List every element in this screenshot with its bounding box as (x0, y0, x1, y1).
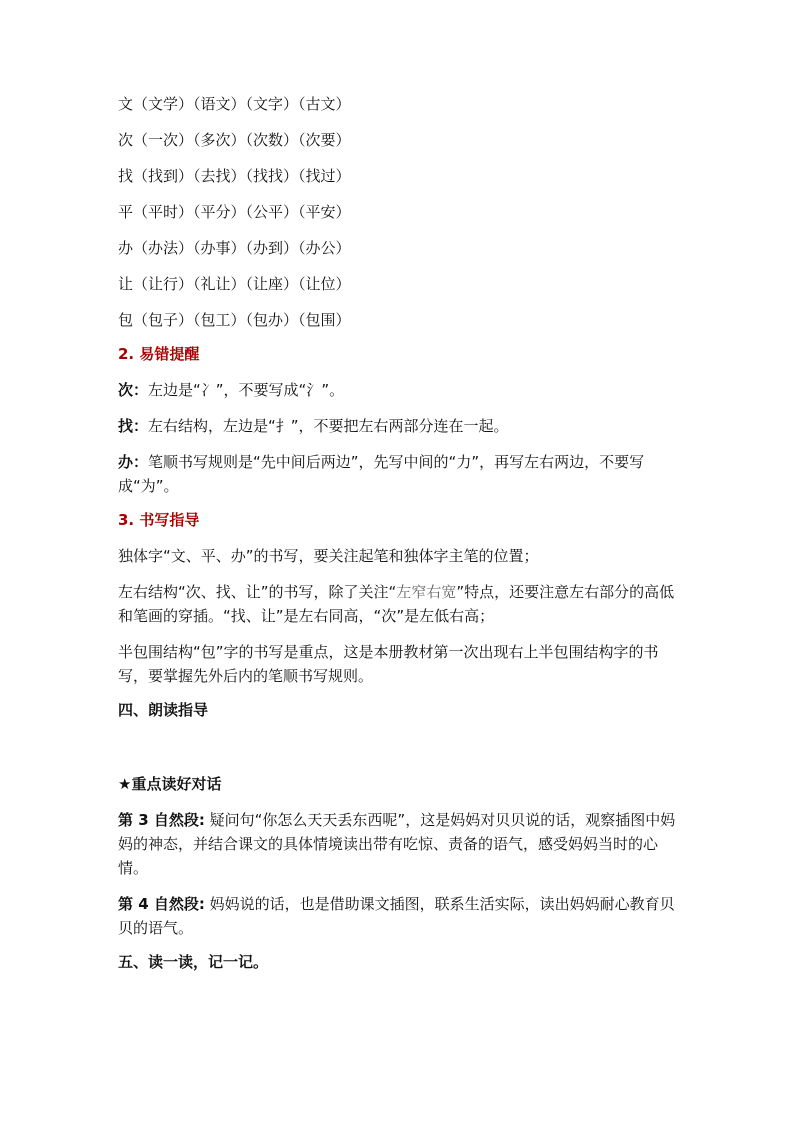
writing-paragraph-3: 半包围结构“包”字的书写是重点，这是本册教材第一次出现右上半包围结构字的书写，要掌握先外后内的笔顺书写规则。 (118, 643, 659, 685)
word-line-wen: 文（文学）（语文）（文字）（古文） (118, 95, 351, 113)
word-list (118, 94, 678, 330)
writing-paragraph-1: 独体字“文、平、办”的书写，要关注起笔和独体字主笔的位置； (118, 547, 539, 565)
reading-lead: 第 4 自然段: (118, 895, 205, 913)
document-page (118, 94, 678, 986)
mistake-item-ban (118, 450, 678, 498)
writing-text: ”特点，还要注意左右部分的高低和笔画的穿插。“找、让”是左右同高，“次”是左低右高； (118, 583, 675, 625)
word-line-bao: 包（包子）（包工）（包办）（包围） (118, 311, 351, 329)
reading-lead: 第 3 自然段: (118, 811, 205, 829)
reading-text: 妈妈说的话，也是借助课文插图，联系生活实际，读出妈妈耐心教育贝贝的语气。 (118, 895, 675, 937)
word-line-rang: 让（让行）（礼让）（让座）（让位） (118, 275, 351, 293)
mistake-lead: 次： (118, 381, 149, 399)
mistakes-heading: 2. 易错提醒 (118, 345, 200, 363)
mistake-text: 笔顺书写规则是“先中间后两边”，先写中间的“力”，再写左右两边，不要写成“为”。 (118, 453, 645, 495)
word-line-ban: 办（办法）（办事）（办到）（办公） (118, 239, 351, 257)
reading-item-3 (118, 808, 678, 880)
section-5-heading: 五、读一读，记一记。 (118, 953, 269, 971)
word-line-ping: 平（平时）（平分）（公平）（平安） (118, 203, 351, 221)
mistake-text: 左边是“冫”，不要写成“氵”。 (148, 381, 345, 399)
writing-highlight: 左窄右宽 (396, 583, 457, 601)
writing-heading: 3. 书写指导 (118, 511, 200, 529)
word-line-ci: 次（一次）（多次）（次数）（次要） (118, 131, 351, 149)
writing-paragraph-2 (118, 580, 678, 628)
reading-text: 疑问句“你怎么天天丢东西呢”，这是妈妈对贝贝说的话，观察插图中妈妈的神态，并结合课文的具体情境读出带有吃惊、责备的语气，感受妈妈当时的心情。 (118, 811, 676, 877)
writing-text: 左右结构“次、找、让”的书写，除了关注“ (118, 583, 397, 601)
mistake-item-ci (118, 378, 678, 402)
reading-heading: 四、朗读指导 (118, 701, 209, 719)
mistake-item-zhao (118, 414, 678, 438)
mistake-lead: 办： (118, 453, 149, 471)
word-line-zhao: 找（找到）（去找）（找找）（找过） (118, 167, 351, 185)
mistake-lead: 找： (118, 417, 149, 435)
reading-subheading: ★重点读好对话 (118, 775, 222, 793)
reading-item-4 (118, 892, 678, 940)
mistake-text: 左右结构，左边是“扌”，不要把左右两部分连在一起。 (148, 417, 509, 435)
blank-space (118, 734, 678, 774)
